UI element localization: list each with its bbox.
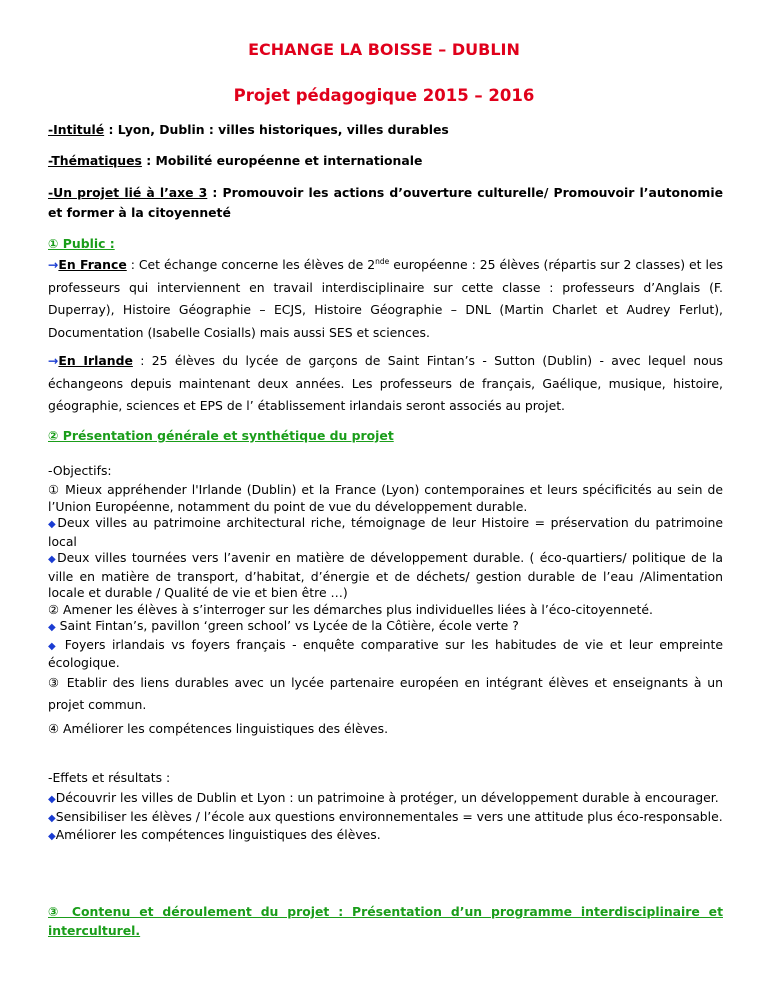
objectifs-list [48, 482, 723, 740]
effets-list [48, 790, 723, 846]
intitule-text: Lyon, Dublin : villes historiques, villes durables [117, 122, 449, 137]
thematiques-text: Mobilité européenne et internationale [155, 153, 423, 168]
projet-axe-label: -Un projet lié à l’axe 3 [48, 185, 208, 200]
objective-4: ④ Améliorer les compétences linguistiques des élèves. [48, 720, 389, 736]
intitule-line [48, 120, 723, 140]
arrow-right-icon: → [48, 257, 59, 272]
diamond-bullet-icon: ◆ [48, 554, 58, 565]
thematiques-line [48, 151, 723, 171]
projet-axe-text: Promouvoir les actions d’ouverture culturelle/ Promouvoir l’autonomie et former à la citoyenneté [48, 185, 723, 220]
diamond-bullet-icon: ◆ [48, 519, 58, 530]
objective-3: ③ Etablir des liens durables avec un lycée partenaire européen en intégrant élèves et enseignants à un projet commun. [48, 674, 723, 712]
objective-2: ② Amener les élèves à s’interroger sur les démarches plus individuelles liées à l’éco-citoyenneté. [48, 601, 653, 617]
diamond-bullet-icon: ◆ [48, 812, 56, 824]
effet-2: ◆Sensibiliser les élèves / l’école aux questions environnementales = vers une attitude plus éco-responsable. [48, 808, 723, 824]
intitule-sep: : [108, 122, 114, 137]
presentation-heading: ② Présentation générale et synthétique du projet [48, 428, 394, 443]
diamond-bullet-icon: ◆ [48, 640, 59, 652]
projet-axe-sep: : [212, 185, 218, 200]
intitule-label: -Intitulé [48, 122, 105, 137]
public-france [48, 254, 723, 344]
objective-1: ① Mieux appréhender l'Irlande (Dublin) et la France (Lyon) contemporaines et leurs spécificités au sein de l’Union Européenne, notamment du point de vue du développement durable. [48, 482, 723, 514]
objective-2b: ◆ Foyers irlandais vs foyers français - enquête comparative sur les habitudes de vie et leur empreinte écologique. [48, 636, 723, 670]
thematiques-sep: : [146, 153, 152, 168]
document-subtitle: Projet pédagogique 2015 – 2016 [233, 86, 535, 105]
france-text-1: : Cet échange concerne les élèves de 2 [126, 257, 376, 272]
objective-1a: ◆Deux villes au patrimoine architectural riche, témoignage de leur Histoire = préservation du patrimoine local [48, 515, 723, 549]
effet-3: ◆Améliorer les compétences linguistiques des élèves. [48, 827, 381, 842]
diamond-bullet-icon: ◆ [48, 831, 56, 842]
document-title: ECHANGE LA BOISSE – DUBLIN [248, 40, 520, 59]
france-sup: nde [375, 256, 390, 266]
diamond-bullet-icon: ◆ [48, 622, 56, 633]
objective-2a: ◆ Saint Fintan’s, pavillon ‘green school’ vs Lycée de la Côtière, école verte ? [48, 618, 519, 633]
irlande-text: : 25 élèves du lycée de garçons de Saint Fintan’s - Sutton (Dublin) - avec lequel nous échangeons depuis maintenant deux années. Les professeurs de français, Gaélique, musique, histoire, géographie, sciences et EPS de l’ établissement irlandais seront associés au projet. [48, 353, 723, 413]
objective-1b: ◆Deux villes tournées vers l’avenir en matière de développement durable. ( éco-quartiers/ politique de la ville en matière de transport, d’habitat, d’énergie et de déchets/ gestion durable de l’eau /Alimentation locale et durable / Qualité de vie et bien être …) [48, 550, 723, 600]
public-irlande [48, 350, 723, 418]
france-text-2: européenne : 25 élèves (répartis sur 2 classes) et les professeurs qui interviennent en travail interdisciplinaire sur cette classe : professeurs d’Anglais (F. Duperray), Histoire Géographie – ECJS, Histoire Géographie – DNL (Martin Charlet et Audrey Ferlut), Documentation (Isabelle Cosialls) mais aussi SES et sciences. [48, 257, 724, 340]
contenu-heading: ③ Contenu et déroulement du projet : Présentation d’un programme interdisciplinaire et interculturel. [48, 904, 723, 938]
objectifs-label: -Objectifs: [48, 463, 112, 478]
arrow-right-icon: → [48, 353, 59, 368]
thematiques-label: -Thématiques [48, 153, 142, 168]
irlande-label: En Irlande [58, 353, 133, 368]
effet-1: ◆Découvrir les villes de Dublin et Lyon : un patrimoine à protéger, un développement durable à encourager. [48, 790, 719, 805]
effets-label: -Effets et résultats : [48, 770, 171, 785]
diamond-bullet-icon: ◆ [48, 794, 56, 805]
public-heading: ① Public : [48, 236, 115, 251]
france-label: En France [58, 257, 127, 272]
projet-axe-line [48, 183, 723, 223]
